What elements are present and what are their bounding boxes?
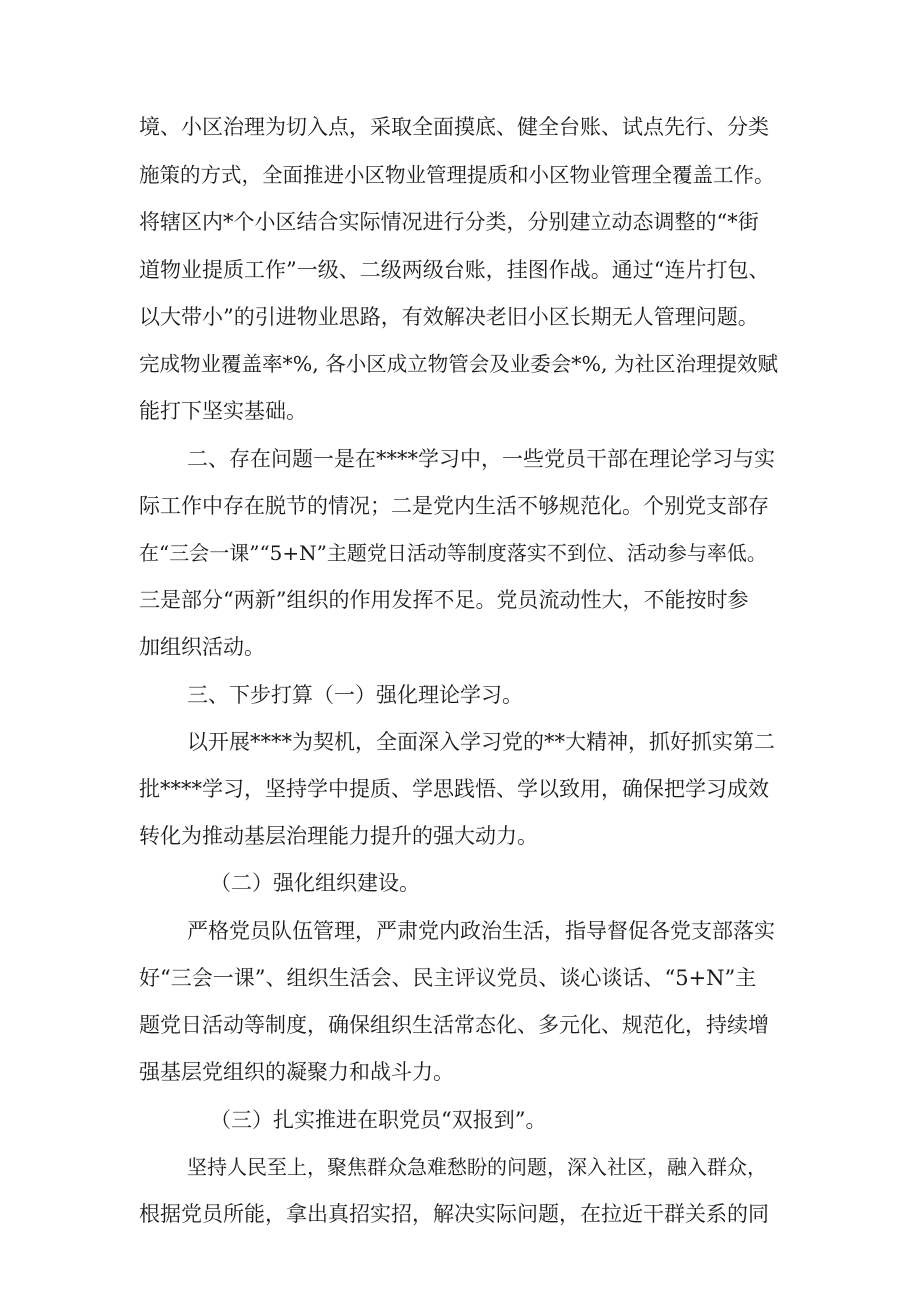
text-line-23: 坚持人民至上，聚焦群众急难愁盼的问题，深入社区，融入群众， xyxy=(187,1155,767,1179)
text-line-19: 好“三会一课”、组织生活会、民主评议党员、谈心谈话、“5+N”主 xyxy=(139,966,757,990)
text-line-12: 加组织活动。 xyxy=(139,635,265,659)
section-heading-problems: 二、存在问题一是在****学习中，一些党员干部在理论学习与实 xyxy=(187,447,775,471)
text-line-1: 境、小区治理为切入点，采取全面摸底、健全台账、试点先行、分类 xyxy=(139,115,769,139)
text-line-7: 能打下坚实基础。 xyxy=(139,399,307,423)
text-line-9: 际工作中存在脱节的情况；二是党内生活不够规范化。个别党支部存 xyxy=(139,494,769,518)
subheading-dual-report: （三）扎实推进在职党员“双报到”。 xyxy=(210,1108,547,1132)
text-line-18: 严格党员队伍管理，严肃党内政治生活，指导督促各党支部落实 xyxy=(187,919,775,943)
text-line-3: 将辖区内*个小区结合实际情况进行分类，分别建立动态调整的“*街 xyxy=(139,210,759,234)
text-line-2: 施策的方式，全面推进小区物业管理提质和小区物业管理全覆盖工作。 xyxy=(139,163,775,187)
section-heading-next-steps: 三、下步打算（一）强化理论学习。 xyxy=(187,683,523,707)
text-line-15: 批****学习，坚持学中提质、学思践悟、学以致用，确保把学习成效 xyxy=(139,777,769,801)
text-line-4: 道物业提质工作”一级、二级两级台账，挂图作战。通过“连片打包、 xyxy=(139,258,770,282)
text-line-14: 以开展****为契机，全面深入学习党的**大精神，抓好抓实第二 xyxy=(187,730,775,754)
subheading-organization: （二）强化组织建设。 xyxy=(210,871,420,895)
text-line-16: 转化为推动基层治理能力提升的强大动力。 xyxy=(139,824,538,848)
text-line-5: 以大带小”的引进物业思路，有效解决老旧小区长期无人管理问题。 xyxy=(139,305,759,329)
text-line-11: 三是部分“两新”组织的作用发挥不足。党员流动性大，不能按时参 xyxy=(139,588,749,612)
text-line-21: 强基层党组织的凝聚力和战斗力。 xyxy=(139,1060,454,1084)
text-line-20: 题党日活动等制度，确保组织生活常态化、多元化、规范化，持续增 xyxy=(139,1013,769,1037)
text-line-10: 在“三会一课”“5+N”主题党日活动等制度落实不到位、活动参与率低。 xyxy=(139,541,767,565)
text-line-24: 根据党员所能，拿出真招实招，解决实际问题，在拉近干群关系的同 xyxy=(139,1202,769,1226)
text-line-6: 完成物业覆盖率*%, 各小区成立物管会及业委会*%, 为社区治理提效赋 xyxy=(139,352,779,376)
